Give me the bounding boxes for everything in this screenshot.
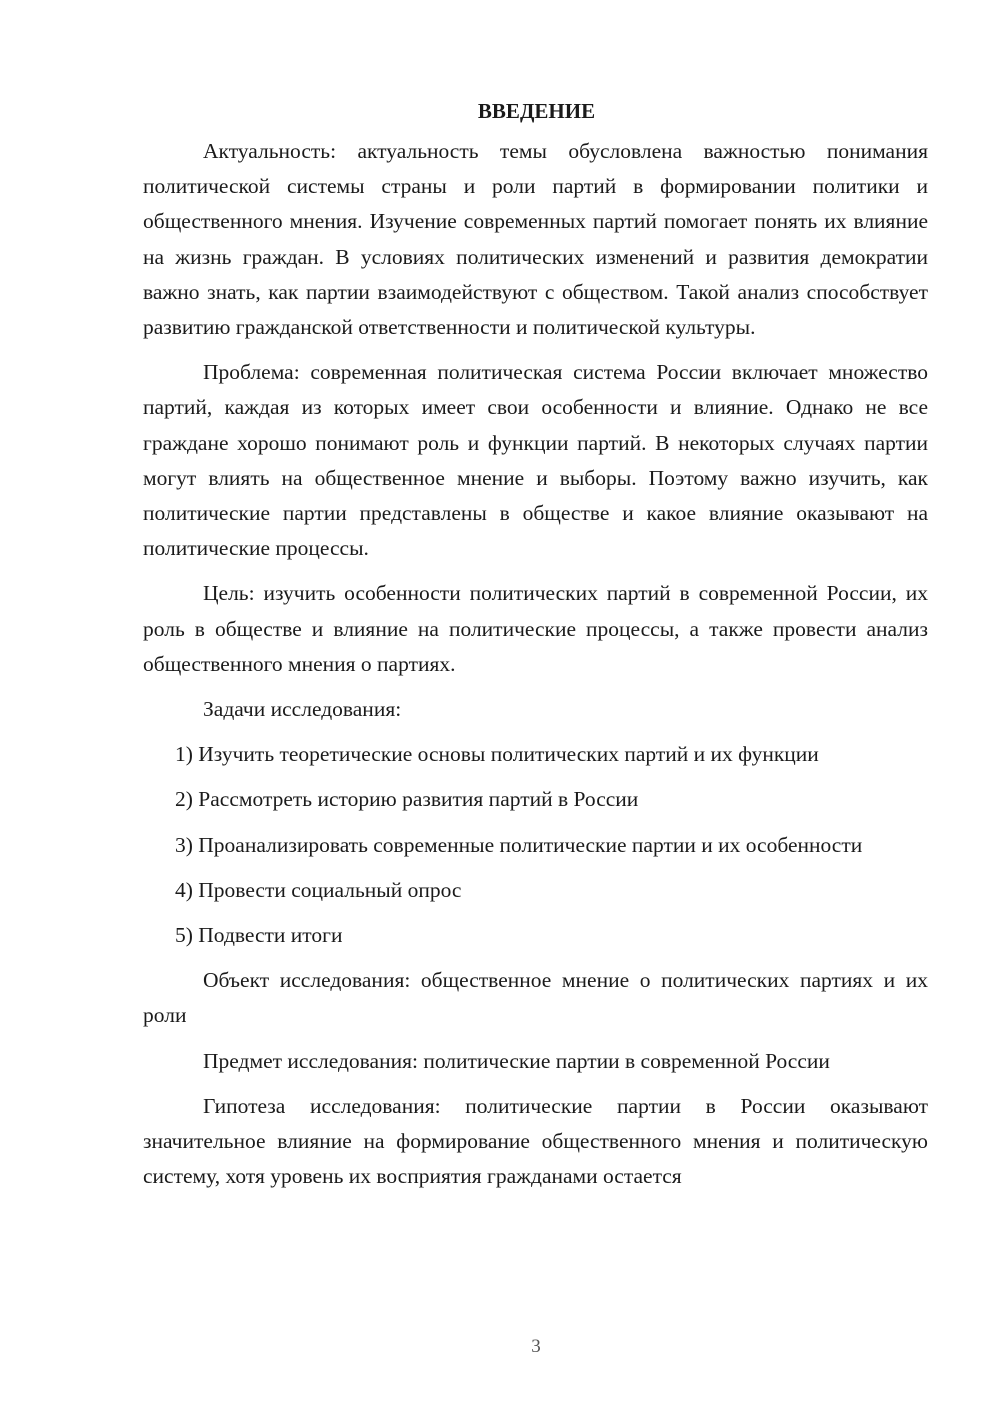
paragraph-object: Объект исследования: общественное мнение о политических партиях и их роли: [143, 968, 928, 1028]
task-item-4: 4) Провести социальный опрос: [175, 877, 462, 902]
paragraph-goal: Цель: изучить особенности политических партий в современной России, их роль в обществе и влияние на политические процессы, а также провести анализ общественного мнения о партиях.: [143, 581, 928, 676]
paragraph-problem: Проблема: современная политическая система России включает множество партий, каждая из которых имеет свои особенности и влияние. Однако не все граждане хорошо понимают роль и функции партий. В некоторых случаях партии могут влиять на общественное мнение и выборы. Поэтому важно изучить, как политические партии представлены в обществе и какое влияние оказывают на политические процессы.: [143, 360, 928, 561]
task-item-2: 2) Рассмотреть историю развития партий в России: [175, 787, 639, 812]
paragraph-relevance: Актуальность: актуальность темы обусловлена важностью понимания политической системы страны и роли партий в формировании политики и общественного мнения. Изучение современных партий помогает понять их влияние на жизнь граждан. В условиях политических изменений и развития демократии важно знать, как партии взаимодействуют с обществом. Такой анализ способствует развитию гражданской ответственности и политической культуры.: [143, 139, 928, 340]
tasks-heading: Задачи исследования:: [203, 697, 402, 722]
paragraph-subject: Предмет исследования: политические партии в современной России: [203, 1048, 830, 1073]
document-page: [143, 98, 928, 1204]
section-title: ВВЕДЕНИЕ: [477, 99, 596, 123]
page-number: 3: [531, 1336, 541, 1357]
task-item-5: 5) Подвести итоги: [175, 923, 343, 948]
task-item-3: 3) Проанализировать современные политические партии и их особенности: [175, 832, 863, 857]
paragraph-hypothesis: Гипотеза исследования: политические партии в России оказывают значительное влияние на формирование общественного мнения и политическую систему, хотя уровень их восприятия гражданами остается: [143, 1093, 928, 1189]
task-item-1: 1) Изучить теоретические основы политических партий и их функции: [175, 742, 819, 767]
